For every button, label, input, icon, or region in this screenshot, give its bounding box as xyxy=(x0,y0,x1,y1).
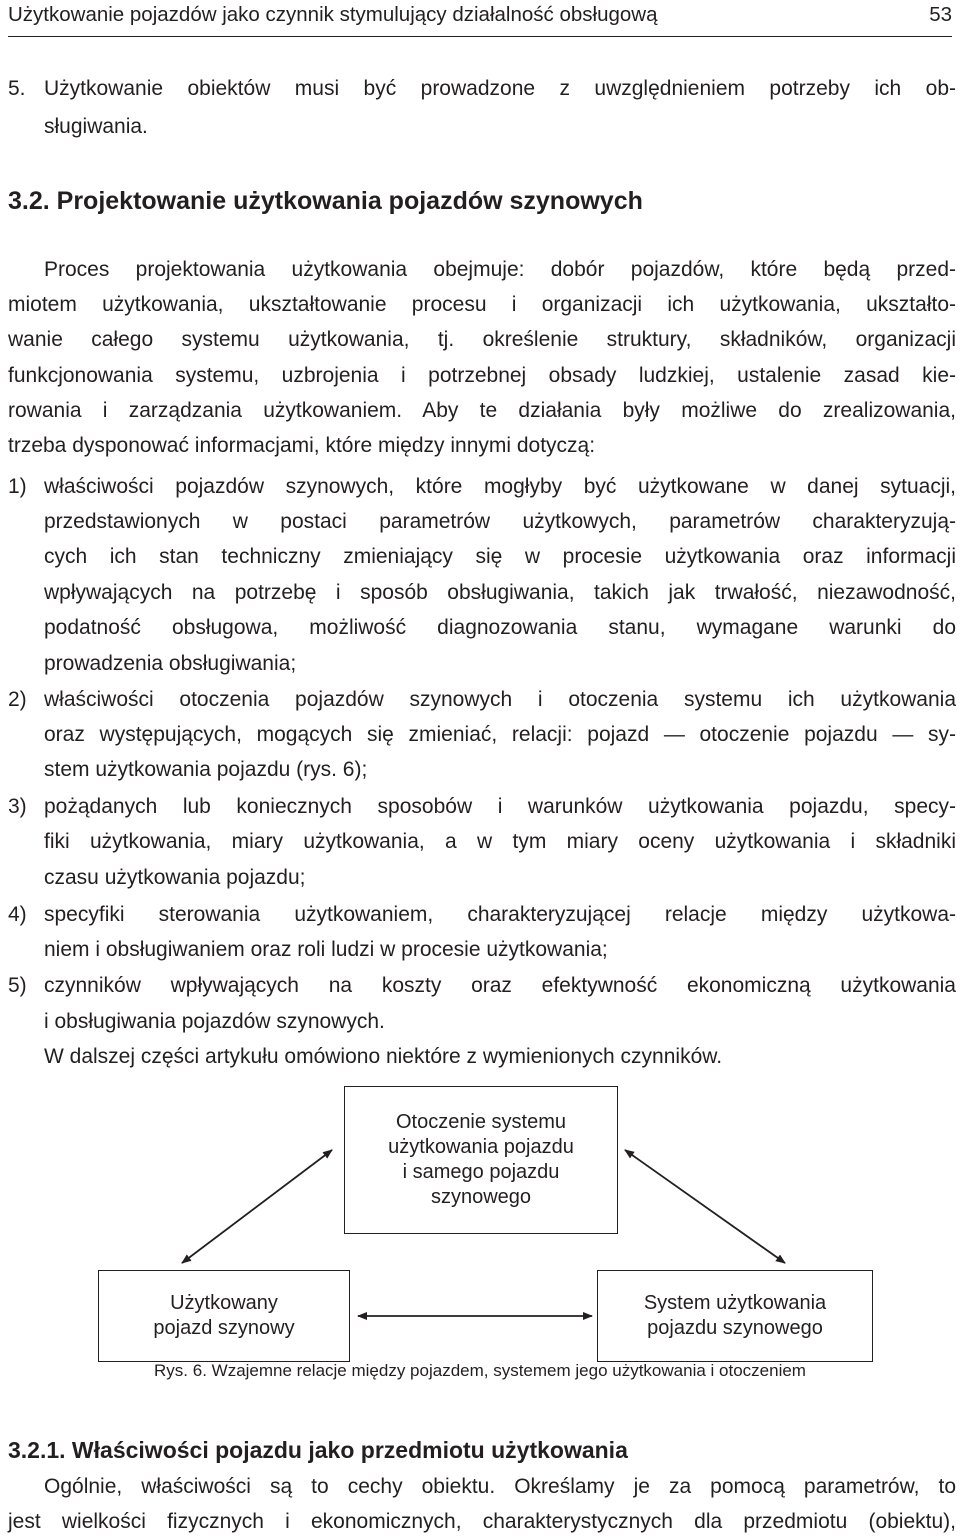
list-item-line: wpływających na potrzebę i sposób obsługiwania, takich jak trwałość, niezawodność, xyxy=(44,581,956,604)
list-item-line: prowadzenia obsługiwania; xyxy=(44,652,297,675)
list-item-number: 1) xyxy=(8,475,27,498)
item-5-number: 5. xyxy=(8,77,26,100)
item-5-line: sługiwania. xyxy=(44,115,148,138)
list-item-line: przedstawionych w postaci parametrów użytkowych, parametrów charakteryzują- xyxy=(44,510,956,533)
list-item-line: właściwości otoczenia pojazdów szynowych i otoczenia systemu ich użytkowania xyxy=(44,688,956,711)
page-number: 53 xyxy=(929,3,952,26)
box-usage-system: System użytkowania pojazdu szynowego xyxy=(597,1270,873,1362)
list-item-line: niem i obsługiwaniem oraz roli ludzi w procesie użytkowania; xyxy=(44,938,608,961)
list-item-line: i obsługiwania pojazdów szynowych. xyxy=(44,1010,385,1033)
list-item-number: 4) xyxy=(8,903,27,926)
subsection-line: Ogólnie, właściwości są to cechy obiektu. Określamy je za pomocą parametrów, to xyxy=(44,1475,956,1498)
item-5-line: Użytkowanie obiektów musi być prowadzone z uwzględnieniem potrzeby ich ob- xyxy=(44,77,956,100)
arrow-top-left xyxy=(182,1150,332,1263)
arrow-top-right xyxy=(625,1150,785,1263)
list-item-number: 2) xyxy=(8,688,27,711)
header-title: Użytkowanie pojazdów jako czynnik stymulujący działalność obsługową xyxy=(8,3,658,26)
paragraph-line: rowania i zarządzania użytkowaniem. Aby te działania były możliwe do zrealizowania, xyxy=(8,399,956,422)
list-item-line: właściwości pojazdów szynowych, które mogłyby być użytkowane w danej sytuacji, xyxy=(44,475,956,498)
list-item-line: czynników wpływających na koszty oraz efektywność ekonomiczną użytkowania xyxy=(44,974,956,997)
list-item-line: podatność obsługowa, możliwość diagnozowania stanu, wymagane warunki do xyxy=(44,616,956,639)
relations-diagram xyxy=(0,1080,960,1370)
subsection-heading: 3.2.1. Właściwości pojazdu jako przedmiotu użytkowania xyxy=(8,1437,628,1463)
figure-caption: Rys. 6. Wzajemne relacje między pojazdem, systemem jego użytkowania i otoczeniem xyxy=(154,1361,806,1380)
section-heading: 3.2. Projektowanie użytkowania pojazdów szynowych xyxy=(8,187,643,215)
box-environment: Otoczenie systemu użytkowania pojazdu i samego pojazdu szynowego xyxy=(344,1086,618,1234)
list-item-line: oraz występujących, mogących się zmieniać, relacji: pojazd — otoczenie pojazdu — sy- xyxy=(44,723,956,746)
list-item-line: cych ich stan techniczny zmieniający się w procesie użytkowania oraz informacji xyxy=(44,545,956,568)
running-header xyxy=(8,0,952,37)
paragraph-line: miotem użytkowania, ukształtowanie procesu i organizacji ich użytkowania, ukształto- xyxy=(8,293,956,316)
subsection-line: jest wielkości fizycznych i ekonomicznych, charakterystycznych dla przedmiotu (obiektu), xyxy=(8,1510,956,1533)
list-item-line: specyfiki sterowania użytkowaniem, charakteryzującej relacje między użytkowa- xyxy=(44,903,956,926)
list-item-line: czasu użytkowania pojazdu; xyxy=(44,866,306,889)
box-rail-vehicle: Użytkowany pojazd szynowy xyxy=(98,1270,350,1362)
paragraph-line: funkcjonowania systemu, uzbrojenia i potrzebnej obsady ludzkiej, ustalenie zasad kie- xyxy=(8,364,956,387)
closing-line: W dalszej części artykułu omówiono niektóre z wymienionych czynników. xyxy=(44,1045,723,1068)
list-item-number: 5) xyxy=(8,974,27,997)
list-item-number: 3) xyxy=(8,795,27,818)
list-item-line: pożądanych lub koniecznych sposobów i warunków użytkowania pojazdu, specy- xyxy=(44,795,956,818)
list-item-line: fiki użytkowania, miary użytkowania, a w tym miary oceny użytkowania i składniki xyxy=(44,830,956,853)
paragraph-line: wanie całego systemu użytkowania, tj. określenie struktury, składników, organizacji xyxy=(8,328,956,351)
paragraph-line: Proces projektowania użytkowania obejmuje: dobór pojazdów, które będą przed- xyxy=(44,258,956,281)
list-item-line: stem użytkowania pojazdu (rys. 6); xyxy=(44,758,368,781)
paragraph-line: trzeba dysponować informacjami, które między innymi dotyczą: xyxy=(8,434,596,457)
